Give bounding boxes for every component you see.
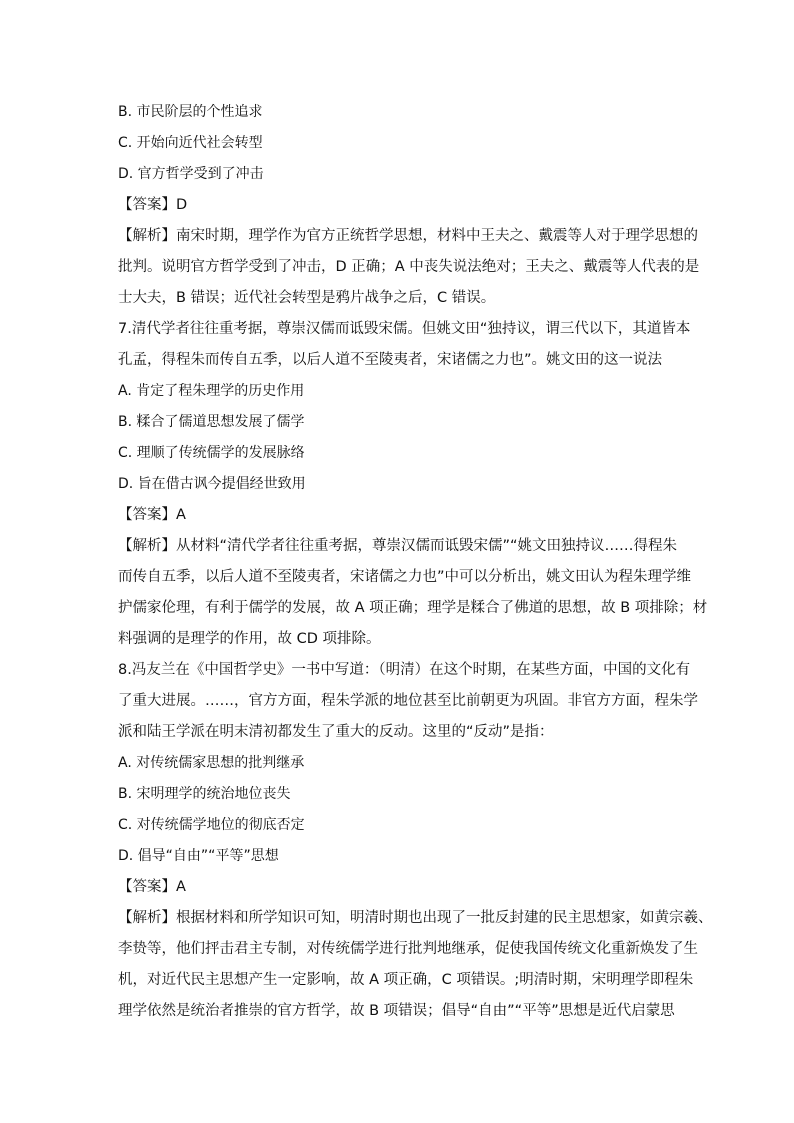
analysis-text: 理学依然是统治者推崇的官方哲学，故 B 项错误；倡导“自由”“平等”思想是近代启蒙思	[118, 1003, 675, 1019]
analysis-text: 机，对近代民主思想产生一定影响，故 A 项正确，C 项错误。;明清时期，宋明理学即程朱	[118, 972, 694, 988]
question-text: 派和陆王学派在明末清初都发生了重大的反动。这里的“反动”是指：	[118, 724, 554, 740]
answer-label: 【答案】A	[118, 507, 186, 523]
answer-label: 【答案】D	[118, 197, 188, 213]
analysis-text: 【解析】从材料“清代学者往往重考据，尊崇汉儒而诋毁宋儒”“姚文田独持议……得程朱	[118, 538, 678, 554]
analysis-text: 【解析】根据材料和所学知识可知，明清时期也出现了一批反封建的民主思想家，如黄宗羲、	[118, 910, 713, 926]
analysis-text: 士大夫，B 错误；近代社会转型是鸦片战争之后，C 错误。	[118, 290, 496, 306]
option-b: B. 糅合了儒道思想发展了儒学	[118, 414, 305, 430]
analysis-text: 而传自五季，以后人道不至陵夷者，宋诸儒之力也”中可以分析出，姚文田认为程朱理学维	[118, 569, 692, 585]
analysis-text: 批判。说明官方哲学受到了冲击，D 正确；A 中丧失说法绝对；王夫之、戴震等人代表的是	[118, 259, 700, 275]
question-text: 8.冯友兰在《中国哲学史》一书中写道：（明清）在这个时期，在某些方面，中国的文化有	[118, 662, 691, 678]
option-c: C. 对传统儒学地位的彻底否定	[118, 817, 305, 833]
option-a: A. 对传统儒家思想的批判继承	[118, 755, 305, 771]
option-d: D. 倡导“自由”“平等”思想	[118, 848, 279, 864]
option-d: D. 官方哲学受到了冲击	[118, 166, 264, 182]
option-b: B. 宋明理学的统治地位丧失	[118, 786, 291, 802]
analysis-text: 【解析】南宋时期，理学作为官方正统哲学思想，材料中王夫之、戴震等人对于理学思想的	[118, 228, 698, 244]
question-text: 7.清代学者往往重考据，尊崇汉儒而诋毁宋儒。但姚文田“独持议，谓三代以下，其道皆本	[118, 321, 691, 337]
option-a: A. 肯定了程朱理学的历史作用	[118, 383, 305, 399]
option-b: B. 市民阶层的个性追求	[118, 104, 263, 120]
answer-label: 【答案】A	[118, 879, 186, 895]
question-text: 孔孟，得程朱而传自五季，以后人道不至陵夷者，宋诸儒之力也”。姚文田的这一说法	[118, 352, 663, 368]
option-c: C. 理顺了传统儒学的发展脉络	[118, 445, 305, 461]
question-text: 了重大进展。……，官方方面，程朱学派的地位甚至比前朝更为巩固。非官方方面，程朱学	[118, 693, 698, 709]
analysis-text: 李贽等，他们抨击君主专制，对传统儒学进行批判地继承，促使我国传统文化重新焕发了生	[118, 941, 698, 957]
analysis-text: 护儒家伦理，有利于儒学的发展，故 A 项正确；理学是糅合了佛道的思想，故 B 项排除；材	[118, 600, 708, 616]
analysis-text: 料强调的是理学的作用，故 CD 项排除。	[118, 631, 381, 647]
option-c: C. 开始向近代社会转型	[118, 135, 263, 151]
option-d: D. 旨在借古讽今提倡经世致用	[118, 476, 306, 492]
